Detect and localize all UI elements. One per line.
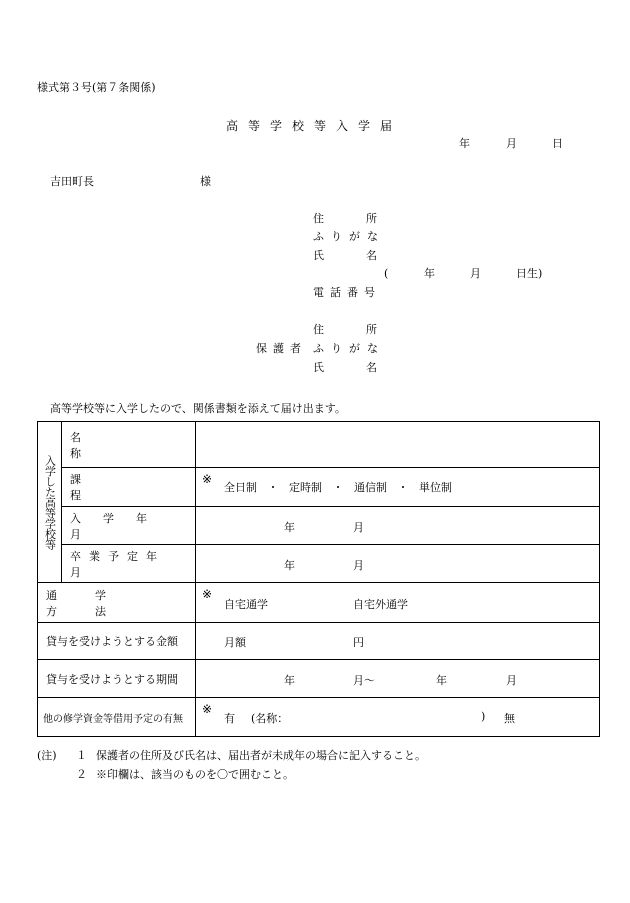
applicant-name-label: 氏名 <box>313 249 419 262</box>
note-1-number: １ <box>76 749 87 762</box>
commute-label-cell <box>38 583 196 623</box>
applicant-address-text: 住所 <box>313 212 419 225</box>
period-end-year: 年 <box>436 673 447 687</box>
applicant-phone-label: 電話番号 <box>313 286 381 299</box>
course-sep-2: ・ <box>332 481 344 494</box>
school-name-label: 名称 <box>70 430 169 460</box>
period-start-year: 年 <box>284 673 295 687</box>
graduation-month-label: 月 <box>353 558 364 572</box>
school-name-input[interactable] <box>196 422 600 468</box>
period-label: 貸与を受けようとする期間 <box>46 672 178 686</box>
graduation-row <box>38 545 600 583</box>
other-loan-value-cell[interactable] <box>196 698 600 737</box>
other-loan-name-close: ) <box>481 710 486 723</box>
graduation-year-label: 年 <box>284 558 295 572</box>
commute-label: 通学方法 <box>46 588 144 618</box>
birth-day-label: 日生) <box>516 267 543 280</box>
mark-symbol: ※ <box>202 472 213 486</box>
period-row <box>38 660 600 698</box>
course-option-correspondence[interactable]: 通信制 <box>354 481 387 494</box>
course-options-cell[interactable] <box>196 468 600 507</box>
guardian-name-label: 氏名 <box>313 361 419 374</box>
school-name-row <box>38 422 600 468</box>
guardian-furigana-label: ふりがな <box>313 342 385 355</box>
course-option-credit[interactable]: 単位制 <box>419 481 452 494</box>
birth-month-label: 月 <box>470 267 481 280</box>
date-month-label: 月 <box>506 137 517 150</box>
other-loan-name-open: (名称： <box>251 712 289 725</box>
school-name-label-cell <box>62 422 196 468</box>
note-1-text: 保護者の住所及び氏名は、届出者が未成年の場合に記入すること。 <box>96 749 426 762</box>
form-number: 様式第３号(第７条関係) <box>37 81 156 94</box>
course-option-parttime[interactable]: 定時制 <box>289 481 322 494</box>
amount-monthly-label: 月額 <box>224 636 246 649</box>
amount-label-cell <box>38 623 196 660</box>
enrollment-label-cell <box>62 507 196 545</box>
other-loan-row <box>38 698 600 737</box>
school-group-label: 入学した高等学校等 <box>43 454 57 550</box>
note-2-text: ※印欄は、該当のものを〇で囲むこと。 <box>96 768 294 781</box>
enrollment-month-label: 月 <box>353 520 364 534</box>
course-option-fulltime[interactable]: 全日制 <box>224 481 257 494</box>
mark-symbol-commute: ※ <box>202 587 213 601</box>
birth-year-label: 年 <box>424 267 435 280</box>
other-loan-label-cell <box>38 698 196 737</box>
period-end-month: 月 <box>506 673 517 687</box>
course-label-cell <box>62 468 196 507</box>
guardian-label: 保護者 <box>256 342 307 355</box>
graduation-label-cell <box>62 545 196 583</box>
amount-value-cell[interactable] <box>196 623 600 660</box>
period-value-cell[interactable] <box>196 660 600 698</box>
addressee-name: 吉田町長 <box>50 175 94 188</box>
graduation-date-cell[interactable] <box>196 545 600 583</box>
course-sep-3: ・ <box>397 481 409 494</box>
page-title: 高等学校等入学届 <box>226 119 403 133</box>
amount-row <box>38 623 600 660</box>
enrollment-date-cell[interactable] <box>196 507 600 545</box>
amount-yen-label: 円 <box>353 636 364 649</box>
notes-prefix: (注) <box>37 749 57 762</box>
date-year-label: 年 <box>459 137 470 150</box>
course-label: 課程 <box>70 473 169 502</box>
enrollment-label: 入学年月 <box>70 511 169 541</box>
applicant-address-label <box>313 212 419 225</box>
date-day-label: 日 <box>552 137 563 150</box>
enrollment-year-label: 年 <box>284 520 295 534</box>
school-group-cell <box>38 422 62 583</box>
other-loan-yes[interactable]: 有 <box>224 712 235 725</box>
period-start-month: 月～ <box>353 673 375 687</box>
commute-row <box>38 583 600 623</box>
mark-symbol-other: ※ <box>202 702 213 716</box>
note-2-number: ２ <box>76 768 87 781</box>
guardian-address-label: 住所 <box>313 323 419 336</box>
enrollment-row <box>38 507 600 545</box>
commute-option-home[interactable]: 自宅通学 <box>224 597 268 611</box>
enrollment-table <box>37 421 600 737</box>
graduation-label: 卒業予定年月 <box>70 549 165 579</box>
course-sep-1: ・ <box>267 481 279 494</box>
addressee-honorific: 様 <box>200 175 211 188</box>
commute-option-away[interactable]: 自宅外通学 <box>353 597 408 611</box>
amount-label: 貸与を受けようとする金額 <box>46 635 178 648</box>
period-label-cell <box>38 660 196 698</box>
birth-open-paren: ( <box>384 267 389 280</box>
other-loan-no[interactable]: 無 <box>504 712 515 725</box>
other-loan-label: 他の修学資金等借用予定の有無 <box>43 713 183 725</box>
applicant-furigana-label: ふりがな <box>313 230 385 243</box>
intro-statement: 高等学校等に入学したので、関係書類を添えて届け出ます。 <box>50 402 346 415</box>
commute-options-cell[interactable] <box>196 583 600 623</box>
course-row <box>38 468 600 507</box>
